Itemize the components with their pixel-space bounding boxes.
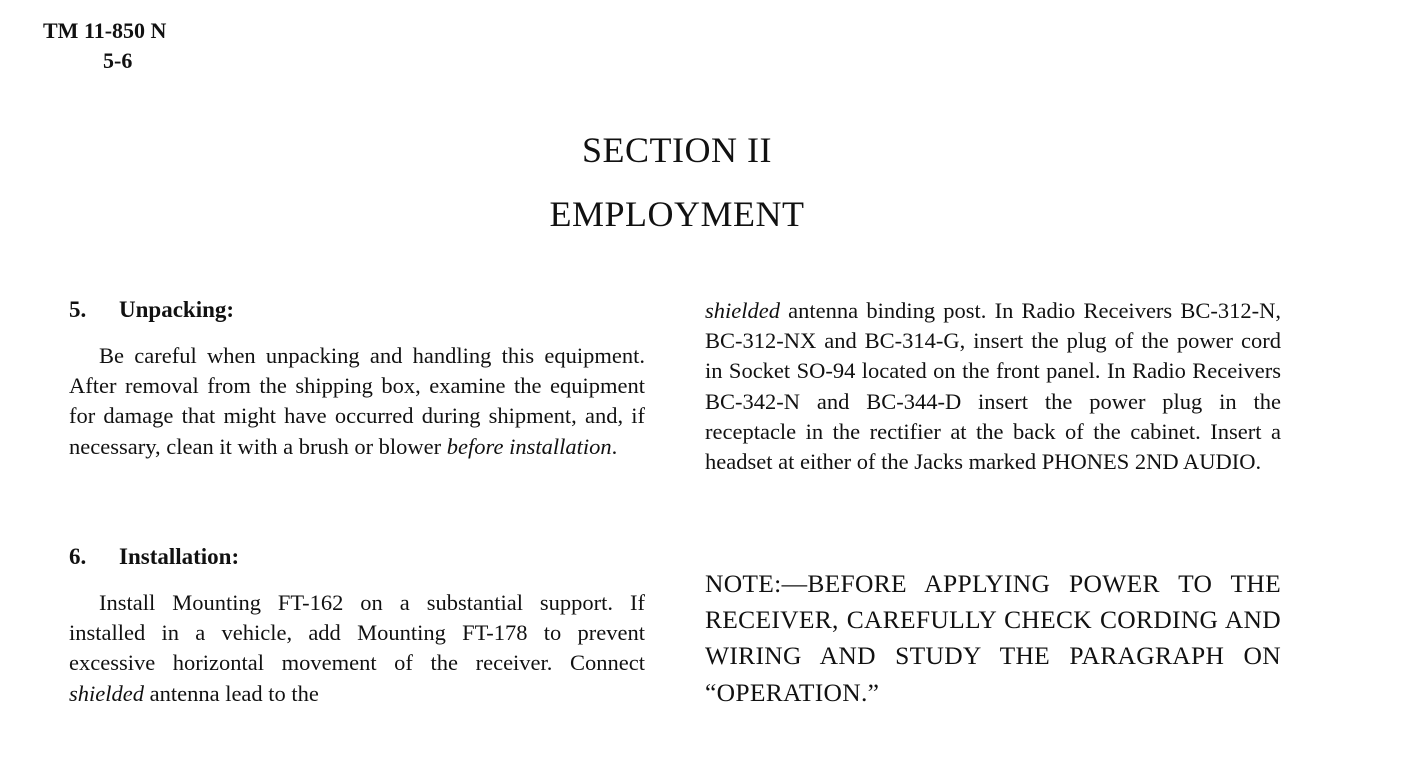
installation-heading — [69, 542, 645, 572]
installation-paragraph — [69, 588, 645, 709]
unpacking-paragraph — [69, 341, 645, 462]
page-header — [43, 16, 166, 76]
unpacking-section — [69, 295, 645, 462]
document-id: TM 11-850 N — [43, 18, 167, 43]
section-heading: SECTION II — [582, 130, 772, 170]
unpacking-number: 5. — [69, 297, 87, 322]
page-number: 5-6 — [103, 48, 133, 73]
installation-number: 6. — [69, 544, 87, 569]
unpacking-heading — [69, 295, 645, 325]
unpacking-title: Unpacking: — [119, 297, 235, 322]
unpacking-text-italic: before installation — [446, 433, 612, 459]
installation-text-end: antenna lead to the — [143, 680, 319, 706]
continuation-text-italic: shielded — [705, 298, 780, 323]
section-title-block — [0, 132, 1354, 232]
unpacking-text: Be careful when unpacking and handling this equipment. After removal from the shipping box, examine the equipment for damage that might have occurred during shipment, and, if necessary, clean it with a brush or blower — [69, 343, 645, 459]
note-block — [705, 566, 1281, 711]
continuation-paragraph — [705, 296, 1281, 477]
note-text: NOTE:—BEFORE APPLYING POWER TO THE RECEIVER, CAREFULLY CHECK CORDING AND WIRING AND STUDY THE PARAGRAPH ON “OPERATION.” — [705, 569, 1281, 707]
installation-text-italic: shielded — [69, 680, 144, 706]
unpacking-text-end: . — [611, 433, 618, 459]
section-name: EMPLOYMENT — [549, 194, 805, 234]
installation-section — [69, 542, 645, 709]
installation-continuation — [705, 296, 1281, 477]
installation-text: Install Mounting FT-162 on a substantial support. If installed in a vehicle, add Mounting FT-178 to prevent excessive horizontal movement of the receiver. Connect — [69, 590, 645, 676]
continuation-text: antenna binding post. In Radio Receivers BC-312-N, BC-312-NX and BC-314-G, insert the plug of the power cord in Socket SO-94 located on the front panel. In Radio Receivers BC-342-N and BC-344-D insert the power plug in the receptacle in the rectifier at the back of the cabinet. Insert a headset at either of the Jacks marked PHONES 2ND AUDIO. — [705, 298, 1281, 475]
installation-title: Installation: — [119, 544, 240, 569]
